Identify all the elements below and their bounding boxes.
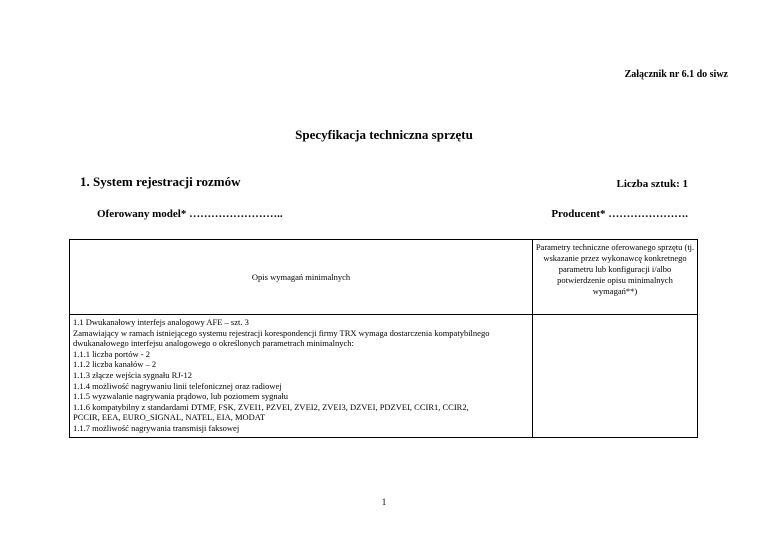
- requirements-header: Opis wymagań minimalnych: [70, 240, 533, 315]
- parameters-header: Parametry techniczne oferowanego sprzętu (tj. wskazanie przez wykonawcę konkretnego parametru lub konfiguracji i/albo potwierdzenie opisu minimalnych wymagań**): [533, 240, 698, 315]
- requirement-line: PCCIR, EEA, EURO_SIGNAL, NATEL, EIA, MODAT: [73, 412, 266, 423]
- document-title: Specyfikacja techniczna sprzętu: [295, 127, 473, 142]
- requirement-line: 1.1.5 wyzwalanie nagrywania prądowo, lub poziomem sygnału: [73, 391, 289, 402]
- specification-table: [69, 239, 698, 438]
- requirement-line: 1.1.6 kompatybilny z standardami DTMF, FSK, ZVEI1, PZVEI, ZVEI2, ZVEI3, DZVEI, PDZVEI, CCIR1, CCIR2,: [73, 401, 469, 412]
- requirement-line: 1.1 Dwukanałowy interfejs analogowy AFE – szt. 3: [73, 317, 249, 327]
- page-number: 1: [381, 497, 387, 507]
- requirement-line: 1.1.1 liczba portów - 2: [73, 348, 150, 359]
- quantity-label: Liczba sztuk: 1: [616, 178, 688, 190]
- table-header-row: [70, 240, 698, 315]
- requirement-line: 1.1.7 możliwość nagrywania transmisji faksowej: [73, 422, 240, 433]
- requirement-line: 1.1.2 liczba kanałów – 2: [73, 359, 157, 370]
- producer-label: Producent* ………………….: [551, 208, 688, 220]
- annex-label: Załącznik nr 6.1 do siwz: [624, 69, 728, 80]
- requirement-line: 1.1.3 złącze wejścia sygnału RJ-12: [73, 369, 192, 380]
- requirements-cell: [70, 315, 533, 438]
- section-title: 1. System rejestracji rozmów: [80, 174, 241, 189]
- requirement-line: dwukanałowego interfejsu analogowego o określonych parametrach minimalnych:: [73, 338, 354, 349]
- requirement-line: Zamawiający w ramach istniejącego systemu rejestracji korespondencji firmy TRX wymaga dostarczenia kompatybilnego: [73, 327, 490, 338]
- table-row: [70, 315, 698, 438]
- model-label: Oferowany model* ……………………..: [97, 208, 283, 220]
- requirement-line: 1.1.4 możliwość nagrywaniu linii telefonicznej oraz radiowej: [73, 380, 282, 391]
- parameters-cell[interactable]: [533, 315, 698, 438]
